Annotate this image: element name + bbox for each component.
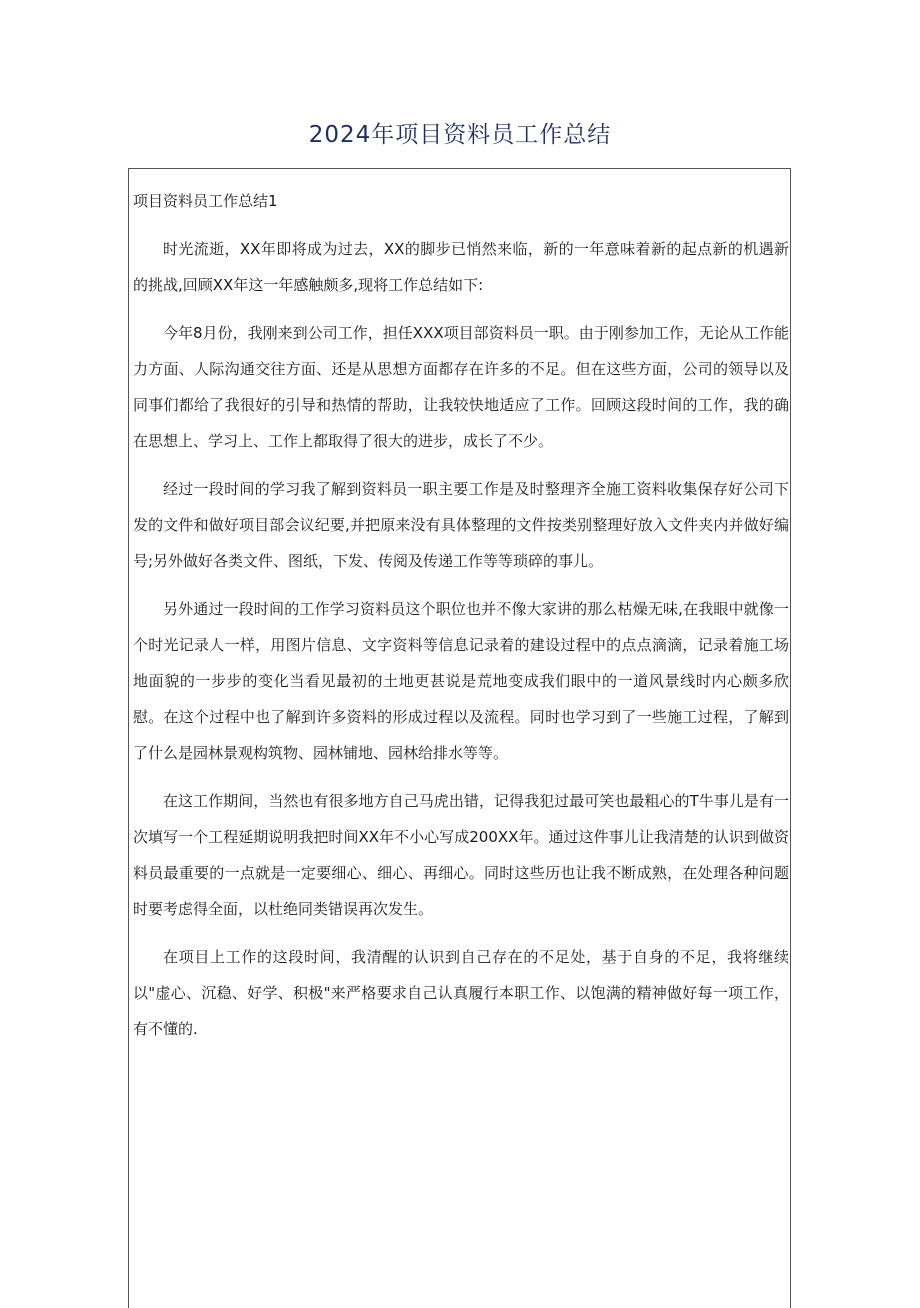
document-body [133,183,789,1047]
paragraph: 另外通过一段时间的工作学习资料员这个职位也并不像大家讲的那么枯燥无味,在我眼中就像一个时光记录人一样，用图片信息、文字资料等信息记录着的建设过程中的点点滴滴，记录着施工场地面貌的一步步的变化当看见最初的土地更甚说是荒地变成我们眼中的一道风景线时内心颇多欣慰。在这个过程中也了解到许多资料的形成过程以及流程。同时也学习到了一些施工过程，了解到了什么是园林景观构筑物、园林铺地、园林给排水等等。 [133,600,789,762]
paragraph: 时光流逝，XX年即将成为过去，XX的脚步已悄然来临，新的一年意味着新的起点新的机遇新的挑战,回顾XX年这一年感触颇多,现将工作总结如下: [133,240,789,294]
page-title: 2024年项目资料员工作总结 [308,122,612,148]
paragraph: 经过一段时间的学习我了解到资料员一职主要工作是及时整理齐全施工资料收集保存好公司下发的文件和做好项目部会议纪要,并把原来没有具体整理的文件按类别整理好放入文件夹内并做好编号;另外做好各类文件、图纸，下发、传阅及传递工作等等琐碎的事儿。 [133,480,789,570]
paragraph: 在项目上工作的这段时间，我清醒的认识到自己存在的不足处，基于自身的不足，我将继续以"虚心、沉稳、好学、积极"来严格要求自己认真履行本职工作、以饱满的精神做好每一项工作，有不懂的. [133,948,789,1038]
paragraph: 今年8月份，我刚来到公司工作，担任XXX项目部资料员一职。由于刚参加工作，无论从工作能力方面、人际沟通交往方面、还是从思想方面都存在许多的不足。但在这些方面，公司的领导以及同事们都给了我很好的引导和热情的帮助，让我较快地适应了工作。回顾这段时间的工作，我的确在思想上、学习上、工作上都取得了很大的进步，成长了不少。 [133,324,789,450]
paragraph: 在这工作期间，当然也有很多地方自己马虎出错，记得我犯过最可笑也最粗心的T牛事儿是有一次填写一个工程延期说明我把时间XX年不小心写成200XX年。通过这件事儿让我清楚的认识到做资料员最重要的一点就是一定要细心、细心、再细心。同时这些历也让我不断成熟，在处理各种问题时要考虑得全面，以杜绝同类错误再次发生。 [133,792,789,918]
section-heading: 项目资料员工作总结1 [133,192,278,210]
